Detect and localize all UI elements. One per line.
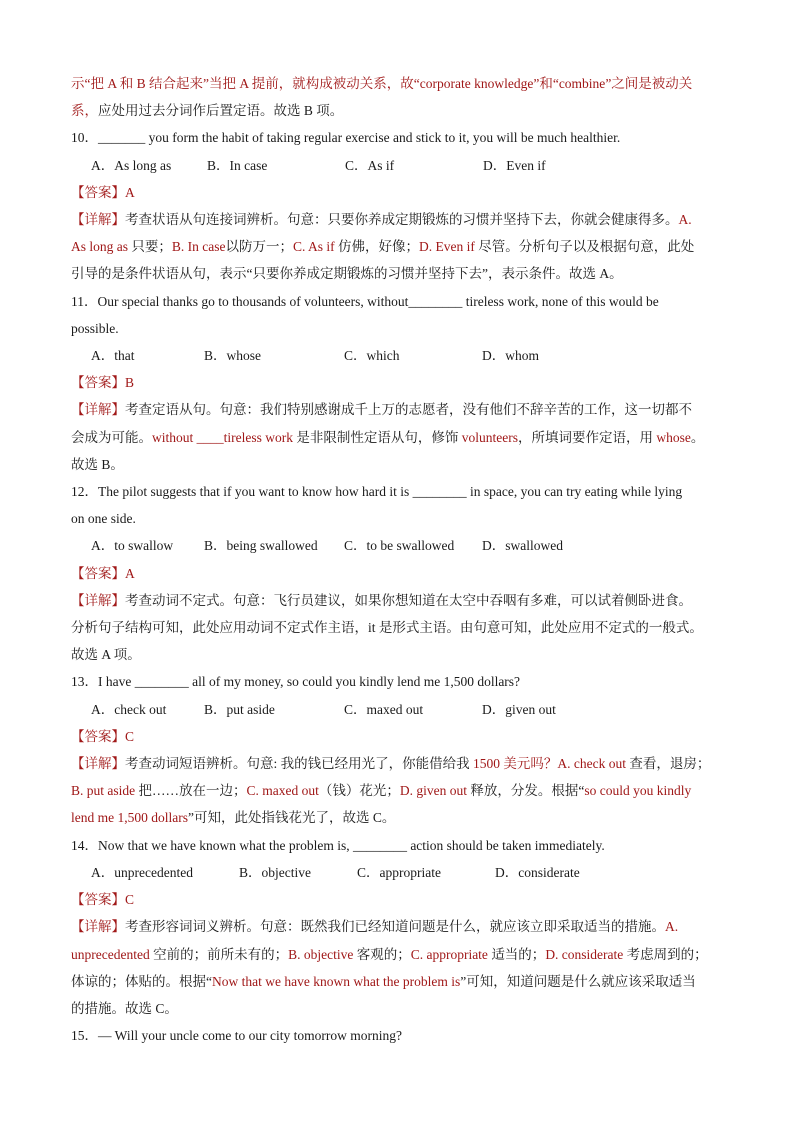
text-segment: （钱）花光； xyxy=(318,783,400,799)
detail-line xyxy=(71,424,736,451)
option: B．put aside xyxy=(204,701,275,717)
detail-line xyxy=(71,233,736,260)
text-segment: 体谅的；体贴的。根据“ xyxy=(71,973,212,989)
text-segment: without ____tireless work xyxy=(152,429,297,445)
question-text: 14．Now that we have known what the problem is, ________ action should be taken immediately. xyxy=(71,837,605,853)
answer-value: A xyxy=(125,184,135,200)
text-segment: 故选 A 项。 xyxy=(71,647,141,663)
option: A．unprecedented xyxy=(91,864,193,880)
option: D．Even if xyxy=(483,157,546,173)
options-row xyxy=(71,152,736,179)
option: D．swallowed xyxy=(482,538,563,554)
text-segment: 考查动词短语辨析。句意: 我的钱已经用光了，你能借给我 xyxy=(125,756,473,772)
detail-line xyxy=(71,614,736,641)
option: C．As if xyxy=(345,157,395,173)
text-segment: B. In case xyxy=(171,239,226,255)
text-segment: 尽管。分析句子以及根据句意，此处 xyxy=(478,239,695,255)
question-text: 10．_______ you form the habit of taking regular exercise and stick to it, you will be much healthier. xyxy=(71,130,621,146)
answer-line xyxy=(71,560,736,587)
option: D．given out xyxy=(482,701,556,717)
text-segment: D. Even if xyxy=(419,239,479,255)
text-segment: ，所填词要作定语，用 xyxy=(518,429,657,445)
text-segment: B. objective xyxy=(288,946,357,962)
text-segment: 示“把 A 和 B 结合起来”当把 A 提前，就构成被动关系，故“ xyxy=(71,76,420,91)
text-segment: volunteers xyxy=(461,429,518,445)
text-segment: 考查动词不定式。句意：飞行员建议，如果你想知道在太空中吞咽有多难，可以试着侧卧进食。 xyxy=(125,592,692,608)
option: A．As long as xyxy=(91,157,172,173)
question-text: 15．— Will your uncle come to our city tomorrow morning? xyxy=(71,1028,403,1044)
answer-line xyxy=(71,886,736,913)
text-segment: 考查形容词词义辨析。句意：既然我们已经知道问题是什么，就应该立即采取适当的措施。 xyxy=(125,919,665,935)
detail-line xyxy=(71,913,736,940)
option: C．which xyxy=(344,348,400,364)
text-segment: 客观的； xyxy=(356,946,411,962)
text-segment: 空前的；前所未有的； xyxy=(153,946,289,962)
text-segment: D. considerate xyxy=(545,946,627,962)
explanation-line xyxy=(71,97,736,124)
explanation-line xyxy=(71,70,736,97)
text-segment: 故选 B。 xyxy=(71,456,124,472)
text-segment: Now that we have known what the problem is xyxy=(212,973,461,989)
option: C．appropriate xyxy=(357,864,441,880)
options-row xyxy=(71,342,736,369)
options-row xyxy=(71,859,736,886)
detail-line xyxy=(71,396,736,423)
answer-line xyxy=(71,723,736,750)
text-segment: A. xyxy=(678,212,692,228)
text-segment: 1500 美元吗？A. check out xyxy=(473,756,630,772)
detail-tag: 【详解】 xyxy=(71,402,125,418)
text-segment: 是非限制性定语从句，修饰 xyxy=(296,429,462,445)
option: B．being swallowed xyxy=(204,538,318,554)
text-segment: 释放，分发。根据“ xyxy=(470,783,585,799)
question-text: possible. xyxy=(71,320,119,336)
answer-value: C xyxy=(125,892,135,908)
text-segment: 考查状语从句连接词辨析。句意：只要你养成定期锻炼的习惯并坚持下去，你就会健康得多。 xyxy=(125,212,679,228)
text-segment: C. maxed out xyxy=(246,783,319,799)
text-segment: unprecedented xyxy=(71,946,154,962)
question-text: 12．The pilot suggests that if you want to know how hard it is ________ in space, you can try eating while lying xyxy=(71,484,683,500)
text-segment: lend me 1,500 dollars xyxy=(71,810,188,826)
text-segment: 的措施。故选 C。 xyxy=(71,1000,178,1016)
text-segment: ”和“ xyxy=(533,76,559,91)
text-segment: 只要； xyxy=(131,239,172,255)
answer-tag: 【答案】 xyxy=(71,728,125,744)
text-segment: so could you kindly xyxy=(584,783,692,799)
option: D．whom xyxy=(482,348,539,364)
option: A．to swallow xyxy=(91,538,174,554)
detail-line xyxy=(71,451,736,478)
text-segment: 以防万一； xyxy=(225,239,293,255)
text-segment: C. As if xyxy=(292,239,338,255)
detail-line xyxy=(71,777,736,804)
option: B．whose xyxy=(204,348,261,364)
text-segment: ”可知，此处指钱花光了，故选 C。 xyxy=(187,810,396,826)
option: D．considerate xyxy=(495,864,580,880)
detail-tag: 【详解】 xyxy=(71,212,125,228)
text-segment: 把……放在一边； xyxy=(138,783,247,799)
detail-line xyxy=(71,995,736,1022)
answer-tag: 【答案】 xyxy=(71,375,125,391)
text-segment: 考虑周到的； xyxy=(626,946,708,962)
option: C．to be swallowed xyxy=(344,538,455,554)
text-segment: 引导的是条件状语从句，表示“只要你养成定期锻炼的习惯并坚持下去”，表示条件。故选 A。 xyxy=(71,266,623,282)
text-segment: As long as xyxy=(71,239,132,255)
options-row xyxy=(71,532,736,559)
option: A．that xyxy=(91,348,135,364)
detail-tag: 【详解】 xyxy=(71,756,125,772)
question-text: on one side. xyxy=(71,511,136,527)
text-segment: 仿佛，好像； xyxy=(338,239,419,255)
text-segment: corporate knowledge xyxy=(419,76,534,91)
detail-line xyxy=(71,587,736,614)
detail-tag: 【详解】 xyxy=(71,919,125,935)
text-segment: ”之间是被动关 xyxy=(605,76,693,91)
detail-line xyxy=(71,206,736,233)
text-segment: 会成为可能。 xyxy=(71,429,152,445)
text-segment: C. appropriate xyxy=(410,946,492,962)
text-segment: A. xyxy=(665,919,679,935)
detail-line xyxy=(71,641,736,668)
answer-tag: 【答案】 xyxy=(71,565,125,581)
text-segment: 查看，退房； xyxy=(629,756,711,772)
text-segment: 分析句子结构可知，此处应用动词不定式作主语，it 是形式主语。由句意可知，此处应用不定式的一般式。 xyxy=(71,620,703,636)
options-row xyxy=(71,696,736,723)
answer-value: B xyxy=(125,375,135,391)
text-segment: 应处用过去分词作后置定语。故选 B 项。 xyxy=(98,103,344,119)
answer-line xyxy=(71,179,736,206)
option: C．maxed out xyxy=(344,701,424,717)
question-text: 11．Our special thanks go to thousands of volunteers, without________ tireless work, none of this would be xyxy=(71,293,659,309)
detail-line xyxy=(71,260,736,287)
text-segment: 适当的； xyxy=(491,946,546,962)
text-segment: 系， xyxy=(71,103,98,119)
detail-line xyxy=(71,750,736,777)
document-page xyxy=(71,70,736,1049)
text-segment: 考查定语从句。句意：我们特别感谢成千上万的志愿者，没有他们不辞辛苦的工作，这一切都不 xyxy=(125,402,692,418)
answer-tag: 【答案】 xyxy=(71,892,125,908)
answer-value: A xyxy=(125,565,135,581)
text-segment: 。 xyxy=(690,429,705,445)
detail-tag: 【详解】 xyxy=(71,592,125,608)
text-segment: combine xyxy=(558,76,606,91)
detail-line xyxy=(71,968,736,995)
answer-value: C xyxy=(125,728,135,744)
option: A．check out xyxy=(91,701,167,717)
answer-tag: 【答案】 xyxy=(71,184,125,200)
detail-line xyxy=(71,941,736,968)
text-segment: B. put aside xyxy=(71,783,139,799)
option: B．In case xyxy=(207,157,268,173)
text-segment: whose xyxy=(656,429,691,445)
text-segment: ”可知，知道问题是什么就应该采取适当 xyxy=(460,973,696,989)
detail-line xyxy=(71,804,736,831)
text-segment: D. given out xyxy=(399,783,471,799)
answer-line xyxy=(71,369,736,396)
option: B．objective xyxy=(239,864,311,880)
question-text: 13．I have ________ all of my money, so could you kindly lend me 1,500 dollars? xyxy=(71,674,521,690)
